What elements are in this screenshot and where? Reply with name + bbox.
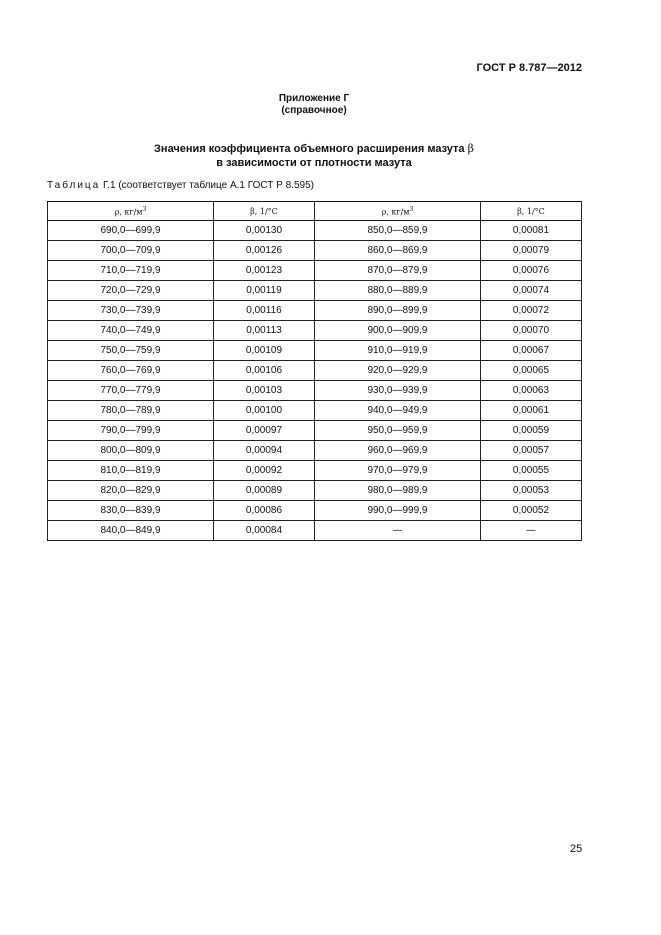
table-row	[48, 481, 582, 501]
table-row	[48, 281, 582, 301]
table-cell: 0,00109	[213, 341, 314, 361]
table-cell: 970,0—979,9	[314, 461, 480, 481]
table-cell: 0,00063	[480, 381, 581, 401]
table-cell: 0,00059	[480, 421, 581, 441]
table-cell: 0,00116	[213, 301, 314, 321]
table-cell: 940,0—949,9	[314, 401, 480, 421]
table-header-row	[48, 202, 582, 221]
caption-text: Г.1 (соответствует таблице А.1 ГОСТ Р 8.595)	[103, 180, 314, 191]
table-cell: 720,0—729,9	[48, 281, 214, 301]
table-cell: 890,0—899,9	[314, 301, 480, 321]
table-cell: 700,0—709,9	[48, 241, 214, 261]
table-cell: 0,00094	[213, 441, 314, 461]
heading-beta-symbol: β	[467, 142, 474, 155]
table-row	[48, 421, 582, 441]
table-cell: 710,0—719,9	[48, 261, 214, 281]
table-cell: 0,00097	[213, 421, 314, 441]
table-cell: 0,00089	[213, 481, 314, 501]
appendix-note: (справочное)	[281, 105, 347, 116]
table-cell: —	[480, 521, 581, 541]
table-cell: 800,0—809,9	[48, 441, 214, 461]
table-cell: 960,0—969,9	[314, 441, 480, 461]
table-cell: 0,00057	[480, 441, 581, 461]
table-cell: 0,00106	[213, 361, 314, 381]
appendix-title: Приложение Г	[278, 93, 350, 104]
table-cell: 0,00074	[480, 281, 581, 301]
table-cell: 0,00070	[480, 321, 581, 341]
table-cell: 690,0—699,9	[48, 221, 214, 241]
table-cell: 930,0—939,9	[314, 381, 480, 401]
table-cell: 0,00092	[213, 461, 314, 481]
table-cell: 0,00119	[213, 281, 314, 301]
table-cell: 0,00072	[480, 301, 581, 321]
table-row	[48, 381, 582, 401]
appendix-block	[0, 93, 628, 117]
table-cell: 880,0—889,9	[314, 281, 480, 301]
table-cell: 810,0—819,9	[48, 461, 214, 481]
table-cell: 0,00103	[213, 381, 314, 401]
table-cell: 0,00079	[480, 241, 581, 261]
table-row	[48, 341, 582, 361]
table-cell: 760,0—769,9	[48, 361, 214, 381]
table-cell: 0,00130	[213, 221, 314, 241]
table-cell: 840,0—849,9	[48, 521, 214, 541]
table-cell: 950,0—959,9	[314, 421, 480, 441]
table-caption	[47, 180, 314, 191]
table-row	[48, 301, 582, 321]
table-cell: 860,0—869,9	[314, 241, 480, 261]
table-cell: 0,00061	[480, 401, 581, 421]
table-heading	[0, 142, 628, 170]
table-cell: 0,00084	[213, 521, 314, 541]
standard-number: ГОСТ Р 8.787—2012	[476, 62, 582, 74]
table-cell: 0,00053	[480, 481, 581, 501]
table-cell: 0,00113	[213, 321, 314, 341]
table-cell: —	[314, 521, 480, 541]
table-cell: 980,0—989,9	[314, 481, 480, 501]
table-cell: 790,0—799,9	[48, 421, 214, 441]
table-cell: 780,0—789,9	[48, 401, 214, 421]
expansion-coefficient-table	[47, 201, 582, 541]
table-row	[48, 461, 582, 481]
table-cell: 830,0—839,9	[48, 501, 214, 521]
table-row	[48, 521, 582, 541]
table-cell: 850,0—859,9	[314, 221, 480, 241]
table-cell: 770,0—779,9	[48, 381, 214, 401]
table-cell: 0,00055	[480, 461, 581, 481]
caption-label: Таблица	[47, 180, 101, 191]
table-cell: 750,0—759,9	[48, 341, 214, 361]
table-cell: 0,00123	[213, 261, 314, 281]
table-cell: 900,0—909,9	[314, 321, 480, 341]
table-cell: 0,00126	[213, 241, 314, 261]
table-row	[48, 261, 582, 281]
table-row	[48, 241, 582, 261]
table-cell: 870,0—879,9	[314, 261, 480, 281]
page-number: 25	[570, 843, 583, 855]
header-density-2: ρ, $кг/м^3$	[314, 202, 480, 221]
table-row	[48, 501, 582, 521]
table-cell: 0,00081	[480, 221, 581, 241]
heading-line2: в зависимости от плотности мазута	[216, 157, 412, 169]
table-row	[48, 221, 582, 241]
table-cell: 0,00100	[213, 401, 314, 421]
header-beta-2: β, 1/°С	[480, 202, 581, 221]
table-row	[48, 321, 582, 341]
header-beta-1: β, 1/°С	[213, 202, 314, 221]
table-cell: 0,00076	[480, 261, 581, 281]
table-cell: 0,00052	[480, 501, 581, 521]
table-cell: 990,0—999,9	[314, 501, 480, 521]
table-cell: 0,00086	[213, 501, 314, 521]
table-cell: 730,0—739,9	[48, 301, 214, 321]
table-cell: 0,00065	[480, 361, 581, 381]
table-row	[48, 401, 582, 421]
table-cell: 0,00067	[480, 341, 581, 361]
header-density-1: ρ, $кг/м^3$	[48, 202, 214, 221]
table-cell: 920,0—929,9	[314, 361, 480, 381]
table-cell: 740,0—749,9	[48, 321, 214, 341]
table-cell: 910,0—919,9	[314, 341, 480, 361]
table-cell: 820,0—829,9	[48, 481, 214, 501]
table-row	[48, 361, 582, 381]
table-row	[48, 441, 582, 461]
heading-line1: Значения коэффициента объемного расширения мазута	[154, 143, 465, 155]
